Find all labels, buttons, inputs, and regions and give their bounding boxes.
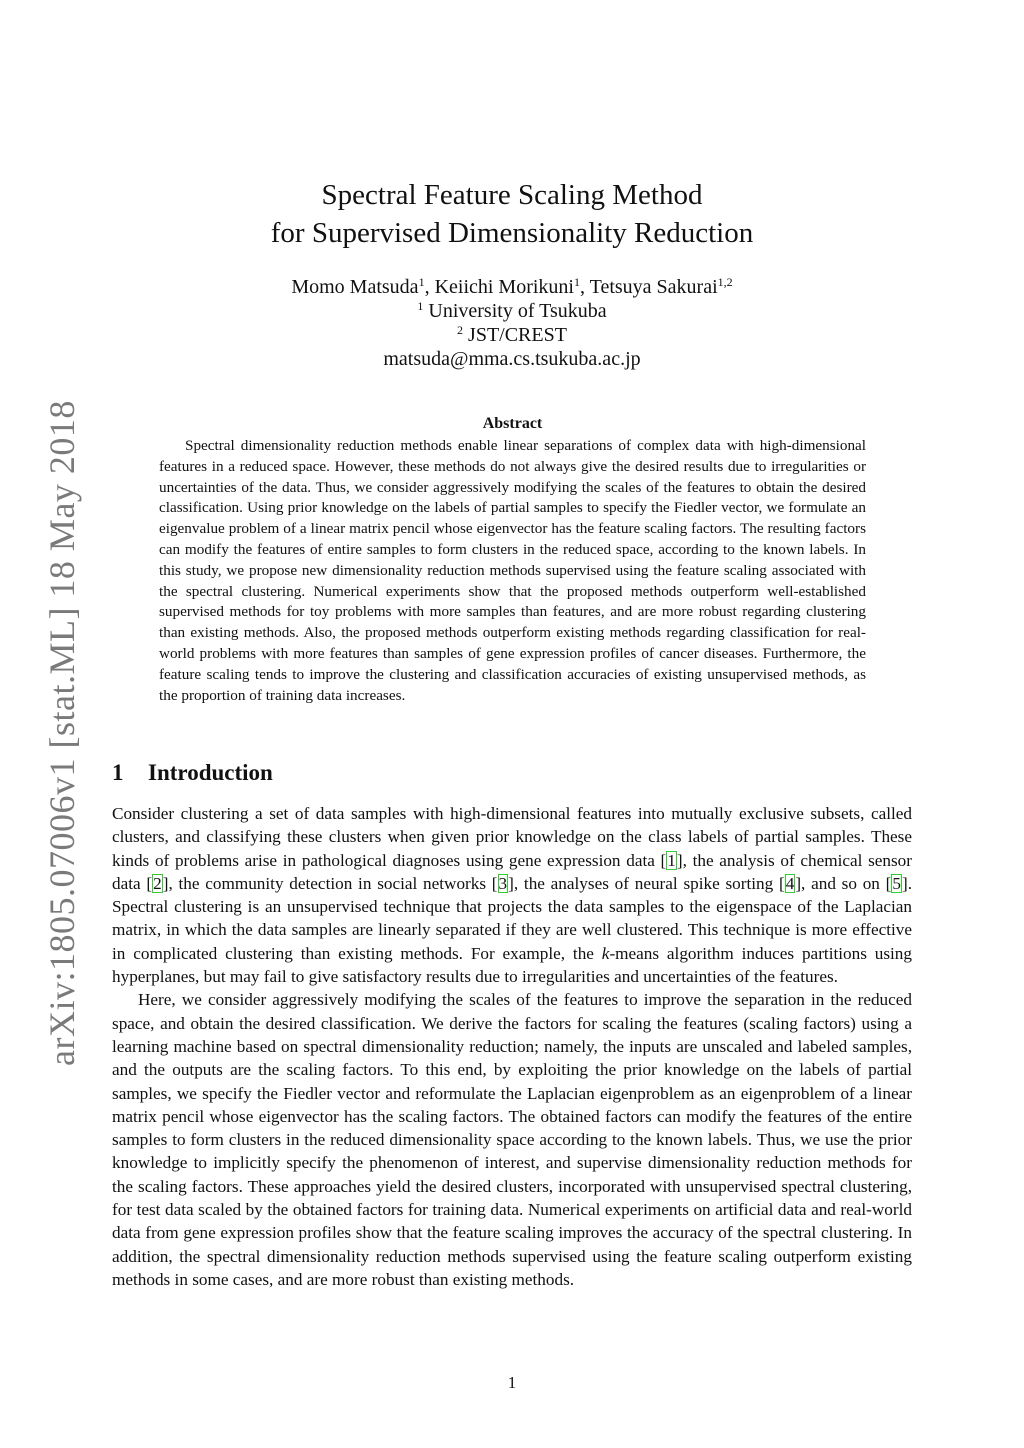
paragraph-text: -means algorithm induces partitions using hyperplanes, but may fail to give satisfactory results due to irregularities and uncertainties of the features.: [112, 943, 912, 987]
paragraph-text: Consider clustering a set of data samples with high-dimensional features into mutually exclusive subsets, called clusters, and classifying these clusters when given prior knowledge on the class labels of partial samples. These kinds of problems arise in pathological diagnoses using gene expression data [: [112, 804, 912, 870]
affiliation: [112, 323, 912, 347]
paper-title: [112, 176, 912, 252]
citation-link[interactable]: 4: [785, 873, 795, 893]
author-list: [112, 275, 912, 299]
paragraph-text: ]. Spectral clustering is an unsupervised technique that projects the data samples to the eigenspace of the Laplacian matrix, in which the data samples are linearly separated if they are well clustered. This technique is more effective in complicated clustering than existing methods. For example, the: [112, 873, 913, 963]
paragraph: Here, we consider aggressively modifying the scales of the features to improve the separation in the reduced space, and obtain the desired classification. We derive the factors for scaling the features (scaling factors) using a learning machine based on spectral dimensionality reduction; namely, the inputs are unscaled and labeled samples, and the outputs are the scaling factors. To this end, by exploiting the prior knowledge on the labels of partial samples, we specify the Fiedler vector and reformulate the Laplacian eigenproblem as an eigenproblem of a linear matrix pencil whose eigenvector has the scaling factors. The obtained factors can modify the features of the entire samples to form clusters in the reduced dimensionality space according to the known labels. Thus, we use the prior knowledge to implicitly specify the phenomenon of interest, and supervise dimensionality reduction methods for the scaling factors. These approaches yield the desired clusters, incorporated with unsupervised spectral clustering, for test data scaled by the obtained factors for training data. Numerical experiments on artificial data and real-world data from gene expression profiles show that the feature scaling improves the accuracy of the spectral clustering. In addition, the spectral dimensionality reduction methods supervised using the feature scaling outperform existing methods in some cases, and are more robust than existing methods.: [112, 990, 912, 1289]
affiliation-name: University of Tsukuba: [428, 300, 607, 322]
abstract: [159, 413, 866, 706]
citation-link[interactable]: 5: [892, 873, 901, 893]
paragraph: [112, 802, 912, 988]
citation-link[interactable]: 2: [153, 873, 162, 893]
page-number: 1: [507, 1373, 517, 1392]
section-title: Introduction: [148, 760, 273, 785]
author-name: Tetsuya Sakurai: [589, 276, 718, 298]
author-name: Momo Matsuda: [291, 276, 419, 298]
paragraph-text: ], and so on [: [795, 873, 892, 893]
author-affiliation-mark: 1,2: [717, 275, 733, 289]
author-email: matsuda@mma.cs.tsukuba.ac.jp: [383, 348, 641, 370]
section-number: 1: [112, 760, 124, 785]
paragraph-text: ], the community detection in social networks [: [162, 873, 498, 893]
paragraph-text: ], the analysis of chemical sensor data [: [112, 850, 912, 893]
author-separator: ,: [424, 276, 435, 298]
section-heading: [112, 756, 912, 790]
author-name: Keiichi Morikuni: [434, 276, 574, 298]
math-variable: k: [601, 943, 610, 963]
affiliation-name: JST/CREST: [468, 324, 567, 346]
affiliation-mark: 1: [417, 299, 424, 313]
abstract-heading: Abstract: [482, 415, 543, 432]
citation-link[interactable]: 3: [498, 873, 508, 893]
title-line-2: for Supervised Dimensionality Reduction: [270, 217, 754, 249]
affiliation: [112, 299, 912, 323]
author-affiliation-mark: 1: [574, 275, 580, 289]
section-introduction: [112, 756, 912, 1291]
arxiv-identifier-stamp: arXiv:1805.07006v1 [stat.ML] 18 May 2018: [42, 400, 82, 1066]
title-line-1: Spectral Feature Scaling Method: [321, 179, 703, 211]
author-block: [112, 275, 912, 371]
author-affiliation-mark: 1: [418, 275, 425, 289]
affiliation-mark: 2: [457, 323, 464, 337]
paragraph-text: ], the analyses of neural spike sorting [: [508, 873, 785, 893]
author-separator: ,: [580, 276, 590, 298]
abstract-body: Spectral dimensionality reduction methods enable linear separations of complex data with high-dimensional features in a reduced space. However, these methods do not always give the desired results due to irregularities or uncertainties of the data. Thus, we consider aggressively modifying the scales of the features to obtain the desired classification. Using prior knowledge on the labels of partial samples to specify the Fiedler vector, we formulate an eigenvalue problem of a linear matrix pencil whose eigenvector has the feature scaling factors. The resulting factors can modify the features of entire samples to form clusters in the reduced space, according to the known labels. In this study, we propose new dimensionality reduction methods supervised using the feature scaling associated with the spectral clustering. Numerical experiments show that the proposed methods outperform well-established supervised methods for toy problems with more samples than features, and are more robust regarding clustering than existing methods. Also, the proposed methods outperform existing methods regarding classification for real-world problems with more features than samples of gene expression profiles of cancer diseases. Furthermore, the feature scaling tends to improve the clustering and classification accuracies of existing unsupervised methods, as the proportion of training data increases.: [159, 437, 866, 704]
citation-link[interactable]: 1: [667, 850, 676, 870]
